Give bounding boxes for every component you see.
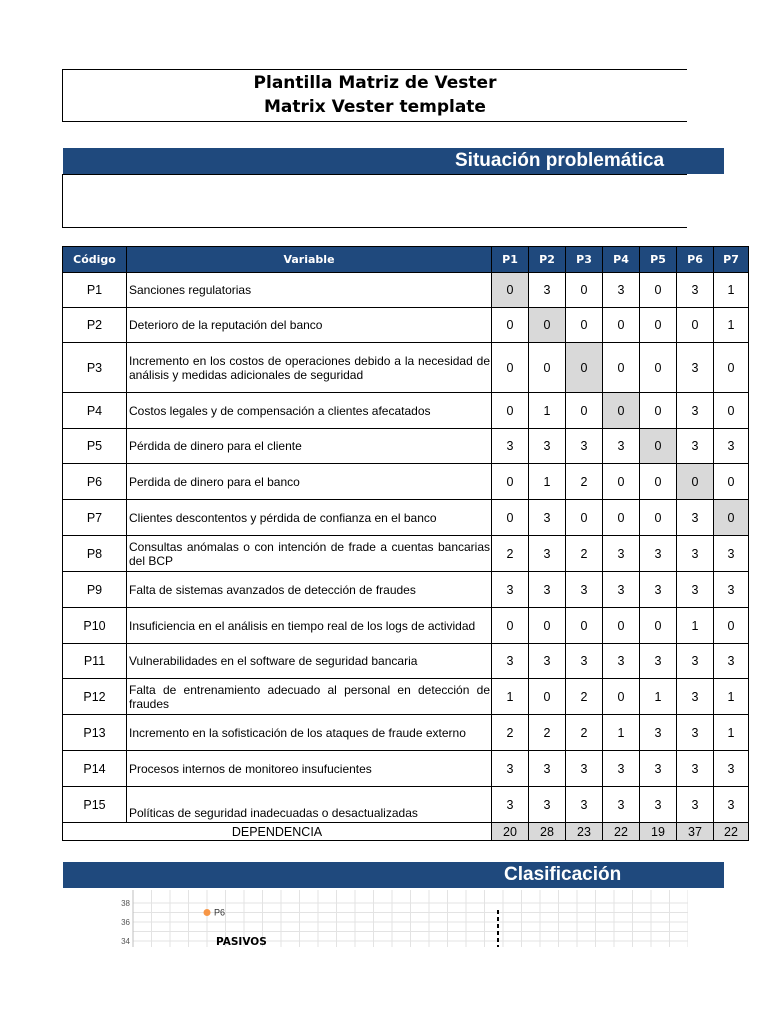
cell-p3[interactable]: 0 (566, 500, 603, 536)
row-code: P9 (63, 572, 127, 608)
cell-p6[interactable]: 3 (677, 536, 714, 572)
cell-p3[interactable]: 3 (566, 644, 603, 679)
table-row (63, 679, 749, 715)
cell-p1[interactable]: 2 (492, 536, 529, 572)
row-code: P15 (63, 787, 127, 823)
header-p4: P4 (603, 247, 640, 273)
cell-p7[interactable]: 0 (714, 500, 749, 536)
cell-p7[interactable]: 0 (714, 343, 749, 393)
table-row (63, 751, 749, 787)
row-code: P4 (63, 393, 127, 429)
table-row (63, 572, 749, 608)
header-p2: P2 (529, 247, 566, 273)
cell-p2[interactable]: 1 (529, 464, 566, 500)
cell-p5[interactable]: 0 (640, 343, 677, 393)
cell-p2[interactable]: 3 (529, 644, 566, 679)
cell-p2[interactable]: 1 (529, 393, 566, 429)
cell-p4[interactable]: 0 (603, 393, 640, 429)
cell-p4[interactable]: 1 (603, 715, 640, 751)
row-variable: Políticas de seguridad inadecuadas o desactualizadas (127, 787, 492, 823)
table-row (63, 273, 749, 308)
cell-p4[interactable]: 0 (603, 343, 640, 393)
cell-p7[interactable]: 0 (714, 608, 749, 644)
cell-p1[interactable]: 1 (492, 679, 529, 715)
cell-p5[interactable]: 3 (640, 787, 677, 823)
cell-p3[interactable]: 2 (566, 679, 603, 715)
vester-matrix-table (62, 246, 749, 841)
cell-p6[interactable]: 3 (677, 751, 714, 787)
table-row (63, 429, 749, 464)
row-code: P3 (63, 343, 127, 393)
cell-p7[interactable]: 1 (714, 679, 749, 715)
cell-p3[interactable]: 3 (566, 787, 603, 823)
cell-p4[interactable]: 3 (603, 787, 640, 823)
dependency-p6: 37 (677, 823, 714, 841)
cell-p3[interactable]: 2 (566, 715, 603, 751)
cell-p6[interactable]: 1 (677, 608, 714, 644)
row-code: P11 (63, 644, 127, 679)
cell-p2[interactable]: 3 (529, 751, 566, 787)
cell-p6[interactable]: 0 (677, 464, 714, 500)
situation-text-box[interactable] (62, 174, 687, 228)
cell-p5[interactable]: 3 (640, 572, 677, 608)
cell-p6[interactable]: 3 (677, 572, 714, 608)
cell-p1[interactable]: 0 (492, 464, 529, 500)
cell-p6[interactable]: 3 (677, 787, 714, 823)
cell-p4[interactable]: 0 (603, 464, 640, 500)
cell-p7[interactable]: 3 (714, 787, 749, 823)
row-variable: Vulnerabilidades en el software de seguridad bancaria (127, 644, 492, 679)
cell-p5[interactable]: 0 (640, 308, 677, 343)
cell-p6[interactable]: 3 (677, 429, 714, 464)
y-tick-label: 36 (121, 918, 130, 927)
dependency-p7: 22 (714, 823, 749, 841)
row-code: P10 (63, 608, 127, 644)
cell-p3[interactable]: 0 (566, 393, 603, 429)
cell-p4[interactable]: 3 (603, 429, 640, 464)
table-row (63, 308, 749, 343)
cell-p7[interactable]: 3 (714, 644, 749, 679)
table-row (63, 464, 749, 500)
data-point-p6 (204, 909, 211, 916)
cell-p1[interactable]: 3 (492, 644, 529, 679)
cell-p6[interactable]: 3 (677, 679, 714, 715)
cell-p5[interactable]: 3 (640, 751, 677, 787)
situation-heading-band (63, 148, 724, 174)
classification-heading: Clasificación (504, 864, 622, 885)
row-variable: Costos legales y de compensación a clientes afecatados (127, 393, 492, 429)
cell-p4[interactable]: 0 (603, 308, 640, 343)
row-variable: Falta de entrenamiento adecuado al personal en detección de fraudes (127, 679, 492, 715)
cell-p2[interactable]: 3 (529, 500, 566, 536)
cell-p4[interactable]: 0 (603, 500, 640, 536)
cell-p2[interactable]: 3 (529, 273, 566, 308)
cell-p6[interactable]: 3 (677, 500, 714, 536)
table-row (63, 715, 749, 751)
cell-p7[interactable]: 0 (714, 393, 749, 429)
dependency-label: DEPENDENCIA (63, 823, 492, 841)
cell-p2[interactable]: 3 (529, 572, 566, 608)
cell-p1[interactable]: 3 (492, 572, 529, 608)
table-row (63, 608, 749, 644)
y-tick-label: 38 (121, 899, 130, 908)
data-point-label: P6 (214, 907, 226, 918)
header-p7: P7 (714, 247, 749, 273)
cell-p7[interactable]: 0 (714, 464, 749, 500)
cell-p2[interactable]: 3 (529, 429, 566, 464)
cell-p2[interactable]: 0 (529, 679, 566, 715)
header-codigo: Código (63, 247, 127, 273)
cell-p6[interactable]: 3 (677, 343, 714, 393)
cell-p3[interactable]: 3 (566, 751, 603, 787)
row-code: P8 (63, 536, 127, 572)
cell-p1[interactable]: 2 (492, 715, 529, 751)
cell-p1[interactable]: 0 (492, 273, 529, 308)
dependency-p4: 22 (603, 823, 640, 841)
title-line-2: Matrix Vester template (264, 97, 486, 117)
cell-p6[interactable]: 3 (677, 715, 714, 751)
cell-p3[interactable]: 3 (566, 429, 603, 464)
header-p5: P5 (640, 247, 677, 273)
cell-p5[interactable]: 0 (640, 500, 677, 536)
cell-p1[interactable]: 3 (492, 751, 529, 787)
table-row (63, 536, 749, 572)
cell-p3[interactable]: 0 (566, 273, 603, 308)
row-code: P6 (63, 464, 127, 500)
cell-p3[interactable]: 0 (566, 608, 603, 644)
row-variable: Deterioro de la reputación del banco (127, 308, 492, 343)
title-line-1: Plantilla Matriz de Vester (253, 73, 497, 93)
row-variable: Insuficiencia en el análisis en tiempo real de los logs de actividad (127, 608, 492, 644)
cell-p1[interactable]: 3 (492, 787, 529, 823)
row-variable: Perdida de dinero para el banco (127, 464, 492, 500)
cell-p5[interactable]: 0 (640, 608, 677, 644)
cell-p7[interactable]: 3 (714, 572, 749, 608)
cell-p3[interactable]: 3 (566, 572, 603, 608)
cell-p7[interactable]: 3 (714, 536, 749, 572)
cell-p1[interactable]: 0 (492, 393, 529, 429)
cell-p4[interactable]: 3 (603, 751, 640, 787)
row-variable: Consultas anómalas o con intención de frade a cuentas bancarias del BCP (127, 536, 492, 572)
header-variable: Variable (127, 247, 492, 273)
cell-p5[interactable]: 3 (640, 644, 677, 679)
row-code: P12 (63, 679, 127, 715)
header-p3: P3 (566, 247, 603, 273)
cell-p1[interactable]: 0 (492, 343, 529, 393)
cell-p6[interactable]: 3 (677, 273, 714, 308)
row-variable: Procesos internos de monitoreo insufucientes (127, 751, 492, 787)
cell-p1[interactable]: 0 (492, 500, 529, 536)
cell-p1[interactable]: 0 (492, 308, 529, 343)
cell-p7[interactable]: 3 (714, 429, 749, 464)
table-row (63, 500, 749, 536)
classification-chart (63, 890, 688, 947)
dependency-row (63, 823, 749, 841)
quadrant-label-pasivos: PASIVOS (216, 936, 267, 947)
cell-p2[interactable]: 2 (529, 715, 566, 751)
cell-p2[interactable]: 3 (529, 787, 566, 823)
situation-heading: Situación problemática (455, 150, 665, 171)
row-variable: Incremento en los costos de operaciones debido a la necesidad de análisis y medidas adicionales de seguridad (127, 343, 492, 393)
cell-p2[interactable]: 3 (529, 536, 566, 572)
cell-p4[interactable]: 3 (603, 572, 640, 608)
matrix-header-row (63, 247, 749, 273)
cell-p6[interactable]: 3 (677, 393, 714, 429)
cell-p5[interactable]: 0 (640, 273, 677, 308)
cell-p7[interactable]: 3 (714, 751, 749, 787)
title-box (62, 69, 687, 122)
row-code: P14 (63, 751, 127, 787)
cell-p4[interactable]: 0 (603, 608, 640, 644)
table-row (63, 393, 749, 429)
dependency-p2: 28 (529, 823, 566, 841)
cell-p4[interactable]: 3 (603, 644, 640, 679)
row-code: P13 (63, 715, 127, 751)
cell-p7[interactable]: 1 (714, 308, 749, 343)
row-code: P5 (63, 429, 127, 464)
cell-p3[interactable]: 2 (566, 536, 603, 572)
row-variable: Sanciones regulatorias (127, 273, 492, 308)
cell-p1[interactable]: 3 (492, 429, 529, 464)
row-code: P7 (63, 500, 127, 536)
cell-p2[interactable]: 0 (529, 343, 566, 393)
cell-p1[interactable]: 0 (492, 608, 529, 644)
row-code: P2 (63, 308, 127, 343)
cell-p6[interactable]: 3 (677, 644, 714, 679)
dependency-p5: 19 (640, 823, 677, 841)
cell-p3[interactable]: 0 (566, 308, 603, 343)
cell-p2[interactable]: 0 (529, 308, 566, 343)
cell-p5[interactable]: 0 (640, 393, 677, 429)
dependency-p1: 20 (492, 823, 529, 841)
row-variable: Falta de sistemas avanzados de detección de fraudes (127, 572, 492, 608)
cell-p6[interactable]: 0 (677, 308, 714, 343)
cell-p3[interactable]: 0 (566, 343, 603, 393)
classification-heading-band (63, 862, 724, 888)
classification-chart-svg (63, 890, 688, 947)
table-row (63, 343, 749, 393)
header-p1: P1 (492, 247, 529, 273)
table-row (63, 787, 749, 823)
cell-p4[interactable]: 0 (603, 679, 640, 715)
y-tick-label: 34 (121, 937, 130, 946)
cell-p5[interactable]: 0 (640, 464, 677, 500)
cell-p4[interactable]: 3 (603, 273, 640, 308)
row-variable: Pérdida de dinero para el cliente (127, 429, 492, 464)
dependency-p3: 23 (566, 823, 603, 841)
cell-p5[interactable]: 3 (640, 536, 677, 572)
cell-p7[interactable]: 1 (714, 715, 749, 751)
cell-p4[interactable]: 3 (603, 536, 640, 572)
cell-p5[interactable]: 0 (640, 429, 677, 464)
cell-p2[interactable]: 0 (529, 608, 566, 644)
header-p6: P6 (677, 247, 714, 273)
row-variable: Clientes descontentos y pérdida de confianza en el banco (127, 500, 492, 536)
row-code: P1 (63, 273, 127, 308)
row-variable: Incremento en la sofisticación de los ataques de fraude externo (127, 715, 492, 751)
table-row (63, 644, 749, 679)
cell-p5[interactable]: 3 (640, 715, 677, 751)
cell-p5[interactable]: 1 (640, 679, 677, 715)
cell-p7[interactable]: 1 (714, 273, 749, 308)
cell-p3[interactable]: 2 (566, 464, 603, 500)
